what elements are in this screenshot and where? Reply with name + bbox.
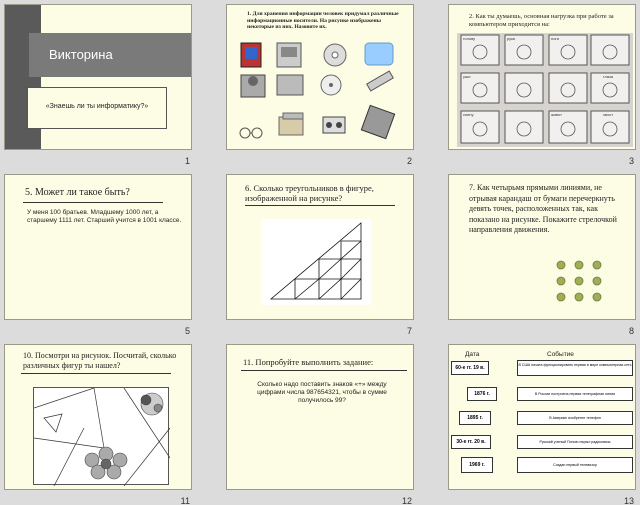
slide-11-canvas: [4, 344, 192, 490]
slide-7-canvas: [226, 174, 414, 320]
date-cell-3: 1895 г.: [459, 411, 491, 425]
nine-dots-figure: [449, 175, 636, 320]
slide-thumbnail-1[interactable]: [4, 4, 192, 166]
slide-thumbnail-3[interactable]: [448, 4, 636, 166]
slide-8-title: 7. Как четырьмя прямыми линиями, не отрывая карандаш от бумаги перечеркнуть девять точек, расположенных так, как показано на рисунке. Покажите стрелочкой направления движения.: [469, 183, 617, 234]
slide-number-13: 13: [623, 496, 634, 505]
slide-5-canvas: [4, 174, 192, 320]
slide-5-title-rule: [23, 202, 163, 203]
slide-7-title-rule: [245, 205, 395, 206]
slide-2-title: 1. Для хранения информации человек придумал различные информационные носители. На рисунке изображены некоторые из них. Назовите их.: [247, 11, 399, 30]
event-cell-3: В Америке изобретен телефон: [517, 411, 633, 425]
date-cell-4: 30-е гг. 20 в.: [451, 435, 491, 449]
slide-11-title: 10. Посмотри на рисунок. Посчитай, сколько различных фигур ты нашел?: [23, 351, 177, 370]
date-cell-2: 1876 г.: [467, 387, 497, 401]
slide-number-12: 12: [401, 496, 412, 505]
slide-3-cartoon-grid: [457, 33, 633, 147]
cartoon-label-legs: ноги: [551, 36, 560, 41]
slide-2-canvas: [226, 4, 414, 150]
slide-thumbnail-5[interactable]: [4, 174, 192, 336]
slide-8-canvas: [448, 174, 636, 320]
slide-12-canvas: [226, 344, 414, 490]
event-cell-5: Создан первый телевизор: [517, 457, 633, 473]
shapes-figure-box: [33, 387, 169, 485]
slide-number-2: 2: [406, 156, 412, 166]
slide-number-7: 7: [406, 326, 412, 336]
cartoon-label-back: спину: [463, 112, 474, 117]
slide-1-subtitle-box: [27, 87, 167, 129]
triangle-figure: [261, 219, 371, 305]
slide-thumbnail-11[interactable]: [4, 344, 192, 505]
slide-12-text: Сколько надо поставить знаков «+» между цифрами числа 987654321, чтобы в сумме получилось 99?: [257, 381, 387, 404]
cartoon-label-hands: руки: [507, 36, 516, 41]
slide-thumbnail-12[interactable]: [226, 344, 414, 505]
slide-1-title: Викторина: [49, 47, 113, 62]
cartoon-label-tail: хвост: [603, 112, 614, 117]
slide-thumbnail-8[interactable]: [448, 174, 636, 336]
slide-12-title: 11. Попробуйте выполнить задание:: [243, 357, 374, 367]
slide-thumbnail-7[interactable]: [226, 174, 414, 336]
slide-3-title: 2. Как ты думаешь, основная нагрузка при работе за компьютером приходится на:: [469, 13, 614, 28]
column-header-event: Событие: [547, 351, 574, 358]
slide-number-1: 1: [184, 156, 190, 166]
event-cell-4: Русский ученый Попов открыл радиосвязь: [517, 435, 633, 449]
slide-12-title-rule: [241, 370, 407, 371]
cartoon-label-head: голову: [463, 36, 476, 41]
cartoon-label-ears: уши: [463, 74, 471, 79]
cartoon-label-eyes: глаза: [603, 74, 613, 79]
triangle-figure-box: [261, 219, 371, 305]
event-cell-2: В России построена первая телеграфная линия: [517, 387, 633, 401]
slide-5-title: 5. Может ли такое быть?: [25, 187, 130, 198]
slide-7-title: 6. Сколько треугольников в фигуре, изображенной на рисунке?: [245, 183, 374, 203]
slide-thumbnail-13[interactable]: [448, 344, 636, 505]
slide-5-text: У меня 100 братьев. Младшему 1000 лет, а старшему 1111 лет. Старший учится в 1001 классе.: [27, 209, 182, 224]
slide-1-canvas: [4, 4, 192, 150]
slide-13-canvas: [448, 344, 636, 490]
slide-number-5: 5: [184, 326, 190, 336]
cartoon-label-belly: живот: [551, 112, 562, 117]
slide-number-8: 8: [628, 326, 634, 336]
shapes-figure: [34, 388, 170, 486]
storage-media-pictures: [227, 5, 414, 150]
date-cell-1: 60-е гг. 19 в.: [451, 361, 489, 375]
slide-number-11: 11: [180, 496, 190, 505]
column-header-date: Дата: [465, 351, 480, 358]
body-part-cartoons: [457, 33, 633, 147]
event-cell-1: В США начата функционировать первая в мире компьютерная сеть: [517, 360, 633, 376]
slide-3-canvas: [448, 4, 636, 150]
slide-number-3: 3: [628, 156, 634, 166]
slide-11-title-rule: [21, 373, 171, 374]
slide-1-subtitle: «Знаешь ли ты информатику?»: [45, 103, 149, 110]
slide-thumbnail-2[interactable]: [226, 4, 414, 166]
date-cell-5: 1969 г.: [461, 457, 493, 473]
